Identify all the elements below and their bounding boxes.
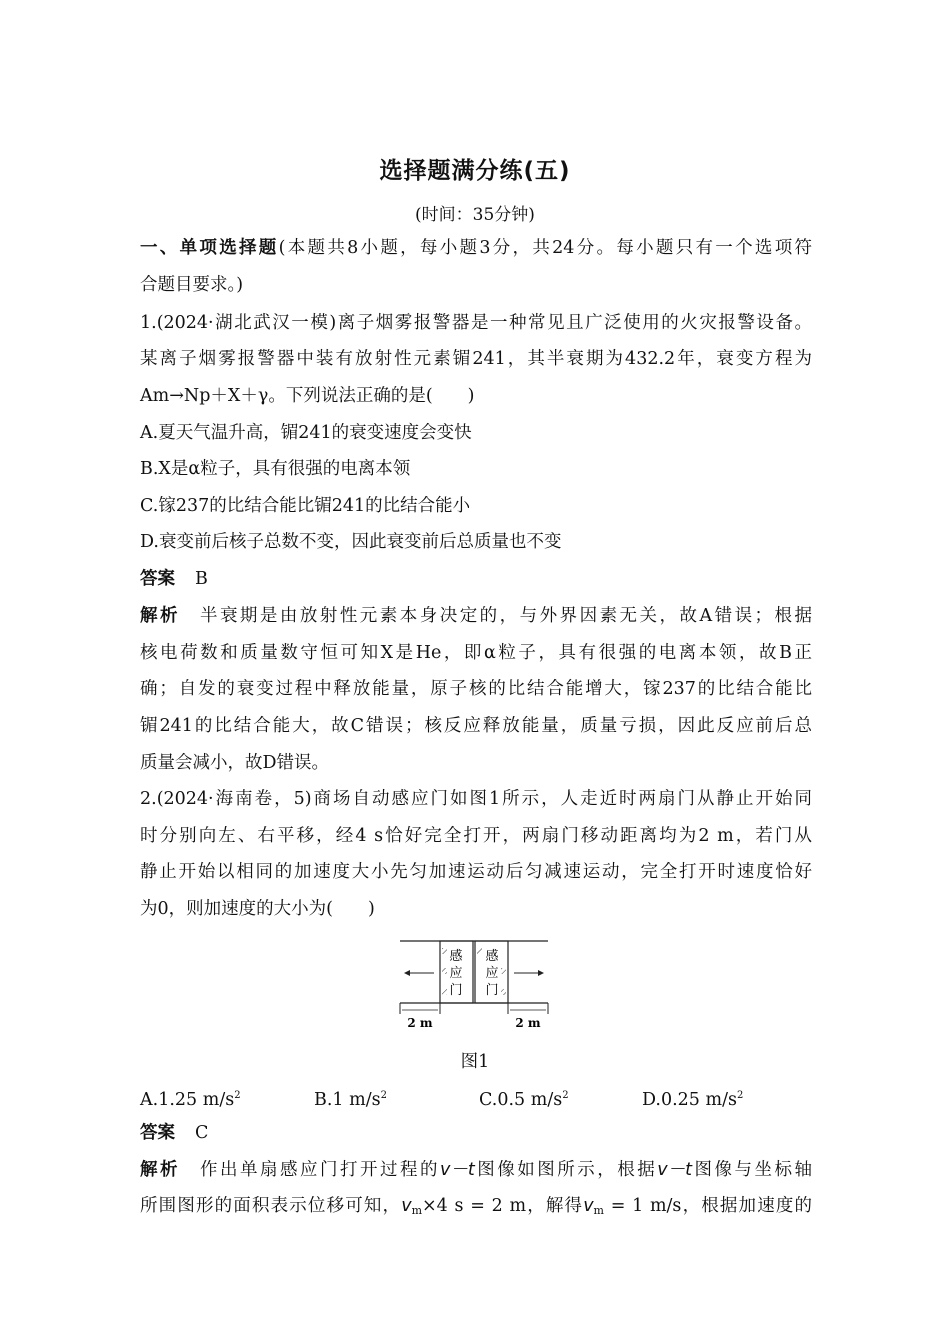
q1-stem-line-2: 某离子烟雾报警器中装有放射性元素镅241，其半衰期为432.2年，衰变方程为 [140,349,812,369]
v-symbol: v [583,1196,594,1216]
q1-stem-line-1: 1.(2024·湖北武汉一模)离子烟雾报警器是一种常见且广泛使用的火灾报警设备。 [140,313,812,333]
q1-option-a: A.夏天气温升高，镅241的衰变速度会变快 [140,423,472,443]
unit-superscript: 2 [380,1090,387,1101]
q2-option-c [479,1084,569,1112]
right-dim-label: 2 m [515,1016,541,1030]
q2-analysis-text-1b: 图像如图所示，根据 [474,1160,658,1180]
unit-superscript: 2 [562,1090,569,1101]
q2-analysis-line-1 [140,1158,812,1182]
subscript-m: m [593,1204,604,1217]
figure-caption: 图1 [460,1052,490,1072]
q1-analysis-line-3: 确；自发的衰变过程中释放能量，原子核的比结合能增大，镓237的比结合能比 [140,679,812,699]
q1-analysis-line-1 [140,604,812,628]
left-door-char-3: 门 [449,983,463,998]
answer-label: 答案 [140,569,175,589]
time-limit: (时间：35分钟) [415,205,535,225]
right-door-char-3: 门 [485,983,499,998]
q1-analysis-line-2: 核电荷数和质量数守恒可知X是He，即α粒子，具有很强的电离本领，故B正 [140,643,812,663]
q2-answer-line [140,1121,812,1145]
q2-option-b-text: B.1 m/s [314,1090,381,1110]
answer-label: 答案 [140,1123,175,1143]
section-note: (本题共8小题，每小题3分，共24分。每小题只有一个选项符 [278,238,812,258]
q1-option-b: B.X是α粒子，具有很强的电离本领 [140,459,411,479]
v-symbol: v [401,1196,412,1216]
q2-stem-line-3: 静止开始以相同的加速度大小先匀加速运动后匀减速运动，完全打开时速度恰好 [140,862,812,882]
q2-option-b [314,1084,387,1112]
hatch-mark [501,989,506,995]
q1-option-c: C.镓237的比结合能比镅241的比结合能小 [140,496,471,516]
q2-stem-line-2: 时分别向左、右平移，经4 s恰好完全打开，两扇门移动距离均为2 m，若门从 [140,826,812,846]
q2-analysis-text-1a: 作出单扇感应门打开过程的 [200,1160,441,1180]
hatch-mark [501,968,506,974]
door-diagram [398,936,550,1030]
right-arrow-head [538,970,544,976]
section-note-cont: 合题目要求。) [140,275,244,295]
section-heading-line [140,236,812,260]
right-door-char-2: 应 [485,966,499,981]
q2-stem-line-4: 为0，则加速度的大小为( ) [140,899,375,919]
hatch-mark [442,948,447,954]
q2-option-d-text: D.0.25 m/s [642,1090,737,1110]
q2-analysis-text-2b: ×4 s = 2 m，解得 [422,1196,584,1216]
q1-analysis-line-4: 镅241的比结合能大，故C错误；核反应释放能量，质量亏损，因此反应前后总 [140,716,812,736]
analysis-label: 解析 [140,606,180,626]
q2-analysis-text-2a: 所围图形的面积表示位移可知， [140,1196,402,1216]
q1-analysis-line-5: 质量会减小，故D错误。 [140,753,330,773]
q1-option-d: D.衰变前后核子总数不变，因此衰变前后总质量也不变 [140,532,562,552]
q1-analysis-text-1: 半衰期是由放射性元素本身决定的，与外界因素无关，故A错误；根据 [199,606,813,626]
q2-analysis-text-2c: = 1 m/s，根据加速度的 [603,1196,813,1216]
vt-symbol: v－t [440,1160,475,1180]
left-door-char-1: 感 [449,949,463,964]
q2-analysis-text-1c: 图像与坐标轴 [692,1160,813,1180]
q2-option-d [642,1084,743,1112]
page-title: 选择题满分练(五) [379,158,571,184]
analysis-label: 解析 [140,1160,181,1180]
q2-option-c-text: C.0.5 m/s [479,1090,563,1110]
q1-stem-line-3: Am→Np＋X＋γ。下列说法正确的是( ) [140,386,475,406]
q1-answer-line [140,567,812,591]
q2-analysis-line-2 [140,1194,812,1223]
figure-sliding-doors [398,936,550,1030]
left-arrow-head [404,970,410,976]
q2-answer: C [195,1123,209,1143]
hatch-mark [442,989,447,995]
hatch-mark [477,948,482,954]
right-door-char-1: 感 [485,949,499,964]
left-door-char-2: 应 [449,966,463,981]
q1-answer: B [195,569,208,589]
left-dim-label: 2 m [407,1016,433,1030]
subscript-m: m [411,1204,422,1217]
q2-option-a [140,1084,241,1112]
unit-superscript: 2 [736,1090,744,1101]
unit-superscript: 2 [234,1090,241,1101]
hatch-mark [442,968,447,974]
vt-symbol: v－t [657,1160,693,1180]
section-heading: 一、单项选择题 [140,238,279,258]
q2-option-a-text: A.1.25 m/s [140,1090,235,1110]
q2-stem-line-1: 2.(2024·海南卷，5)商场自动感应门如图1所示，人走近时两扇门从静止开始同 [140,789,812,809]
